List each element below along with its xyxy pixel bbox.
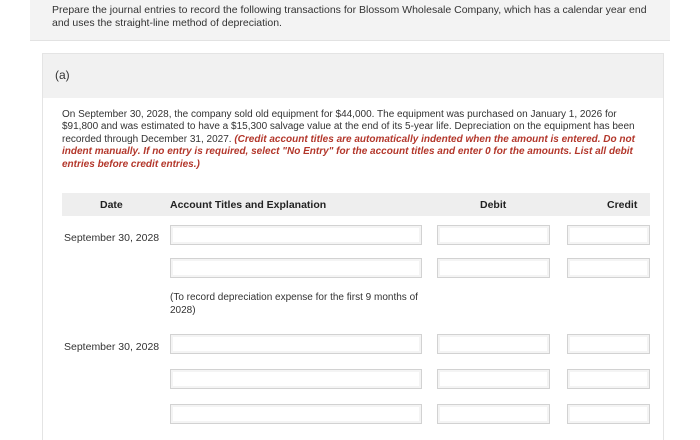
debit-input[interactable]: [437, 404, 550, 424]
debit-input[interactable]: [437, 258, 550, 278]
entry-date: September 30, 2028: [64, 232, 160, 244]
part-header: [42, 53, 664, 99]
account-column-header: Account Titles and Explanation: [170, 199, 327, 211]
credit-column-header: Credit: [607, 199, 638, 211]
problem-statement: [62, 109, 650, 171]
credit-input[interactable]: [567, 404, 650, 424]
date-column-header: Date: [100, 199, 123, 211]
account-title-input[interactable]: [170, 369, 422, 389]
credit-input[interactable]: [567, 369, 650, 389]
debit-input[interactable]: [437, 225, 550, 245]
entry-date: September 30, 2028: [64, 341, 160, 353]
account-title-input[interactable]: [170, 258, 422, 278]
debit-input[interactable]: [437, 334, 550, 354]
part-label: (a): [55, 68, 70, 82]
debit-column-header: Debit: [480, 199, 507, 211]
problem-text: On September 30, 2028, the company sold old equipment for $44,000. The equipment was purchased on January 1, 2026 for $91,800 and was estimated to have a $15,300 salvage value at the end of its 5-year life. Depreciation on the equipment has been recorded through December 31, 2027.: [62, 109, 635, 145]
journal-table-header: [62, 193, 650, 216]
debit-input[interactable]: [437, 369, 550, 389]
account-title-input[interactable]: [170, 225, 422, 245]
instructions-text: Prepare the journal entries to record the following transactions for Blossom Wholesale Company, which has a calendar year end and uses the straight-line method of depreciation.: [52, 4, 647, 29]
credit-input[interactable]: [567, 334, 650, 354]
account-title-input[interactable]: [170, 404, 422, 424]
credit-input[interactable]: [567, 258, 650, 278]
entry-explanation: (To record depreciation expense for the first 9 months of 2028): [170, 292, 418, 316]
instructions-banner: [30, 0, 670, 41]
account-title-input[interactable]: [170, 334, 422, 354]
problem-instructions: (Credit account titles are automatically indented when the amount is entered. Do not indent manually. If no entry is required, select "No Entry" for the account titles and enter 0 for the amounts. List all debit entries before credit entries.): [62, 133, 635, 170]
credit-input[interactable]: [567, 225, 650, 245]
